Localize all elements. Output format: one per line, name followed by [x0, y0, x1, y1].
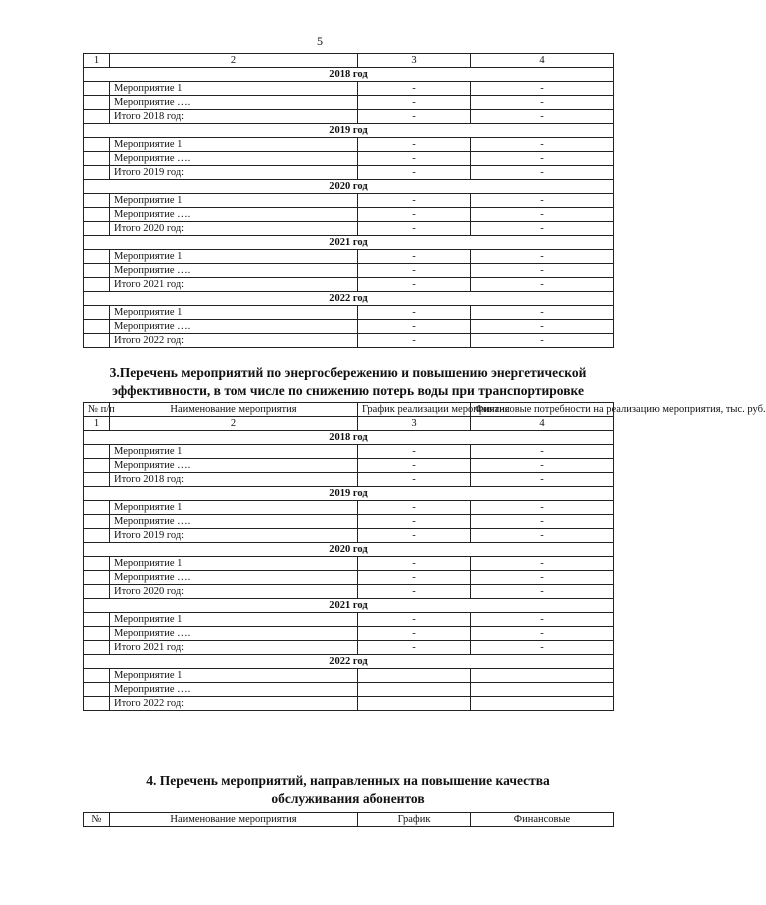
- year-label: 2022 год: [84, 655, 614, 669]
- section-3-heading-line-1: 3.Перечень мероприятий по энергосбережению и повышению энергетической: [109, 365, 587, 380]
- financing-cell: -: [471, 166, 614, 180]
- table-row: [84, 152, 614, 166]
- event-name: Мероприятие 1: [110, 501, 358, 515]
- financing-cell: -: [471, 459, 614, 473]
- header-number: №: [84, 813, 110, 827]
- section-3-heading: [83, 364, 613, 400]
- row-number-cell: [84, 82, 110, 96]
- table-row: [84, 613, 614, 627]
- financing-cell: -: [471, 82, 614, 96]
- financing-cell: -: [471, 138, 614, 152]
- row-number-cell: [84, 250, 110, 264]
- schedule-cell: -: [358, 459, 471, 473]
- event-name: Мероприятие ….: [110, 459, 358, 473]
- financing-cell: -: [471, 585, 614, 599]
- event-name: Мероприятие ….: [110, 515, 358, 529]
- year-label: 2018 год: [84, 68, 614, 82]
- schedule-cell: -: [358, 96, 471, 110]
- column-number: 2: [110, 417, 358, 431]
- table-row: [84, 138, 614, 152]
- financing-cell: -: [471, 250, 614, 264]
- event-name: Мероприятие 1: [110, 445, 358, 459]
- schedule-cell: -: [358, 306, 471, 320]
- event-name: Мероприятие ….: [110, 96, 358, 110]
- column-number: 2: [110, 54, 358, 68]
- total-label: Итого 2021 год:: [110, 278, 358, 292]
- table-row: [84, 306, 614, 320]
- row-number-cell: [84, 571, 110, 585]
- event-name: Мероприятие 1: [110, 669, 358, 683]
- column-number: 1: [84, 54, 110, 68]
- column-number: 3: [358, 54, 471, 68]
- financing-cell: -: [471, 557, 614, 571]
- total-row: [84, 110, 614, 124]
- energy-efficiency-table: [83, 402, 766, 711]
- total-label: Итого 2022 год:: [110, 334, 358, 348]
- schedule-cell: -: [358, 222, 471, 236]
- total-label: Итого 2018 год:: [110, 110, 358, 124]
- total-row: [84, 278, 614, 292]
- row-number-cell: [84, 473, 110, 487]
- row-number-cell: [84, 264, 110, 278]
- row-number-cell: [84, 138, 110, 152]
- year-label: 2020 год: [84, 180, 614, 194]
- row-number-cell: [84, 557, 110, 571]
- header-event-name: Наименование мероприятия: [110, 403, 358, 417]
- schedule-cell: -: [358, 110, 471, 124]
- schedule-cell: -: [358, 320, 471, 334]
- table-row: [84, 250, 614, 264]
- row-number-cell: [84, 529, 110, 543]
- schedule-cell: -: [358, 613, 471, 627]
- event-name: Мероприятие ….: [110, 683, 358, 697]
- year-label: 2018 год: [84, 431, 614, 445]
- year-row: [84, 292, 614, 306]
- year-row: [84, 599, 614, 613]
- header-event-name: Наименование мероприятия: [110, 813, 358, 827]
- schedule-cell: -: [358, 445, 471, 459]
- total-row: [84, 585, 614, 599]
- row-number-cell: [84, 208, 110, 222]
- row-number-cell: [84, 445, 110, 459]
- table-row: [84, 571, 614, 585]
- schedule-cell: -: [358, 515, 471, 529]
- financing-cell: -: [471, 194, 614, 208]
- table-row: [84, 445, 614, 459]
- year-label: 2019 год: [84, 487, 614, 501]
- financing-cell: -: [471, 501, 614, 515]
- financing-cell: -: [471, 222, 614, 236]
- total-label: Итого 2018 год:: [110, 473, 358, 487]
- total-label: Итого 2021 год:: [110, 641, 358, 655]
- schedule-cell: -: [358, 152, 471, 166]
- table-row: [84, 82, 614, 96]
- total-row: [84, 529, 614, 543]
- events-table-continued: [83, 53, 614, 348]
- section-4-heading-line-2: обслуживания абонентов: [271, 791, 425, 806]
- total-label: Итого 2020 год:: [110, 222, 358, 236]
- financing-cell: -: [471, 445, 614, 459]
- column-number-row: [84, 417, 614, 431]
- event-name: Мероприятие ….: [110, 627, 358, 641]
- year-row: [84, 180, 614, 194]
- column-number-row: [84, 54, 614, 68]
- event-name: Мероприятие 1: [110, 82, 358, 96]
- financing-cell: [471, 669, 614, 683]
- year-row: [84, 655, 614, 669]
- event-name: Мероприятие 1: [110, 250, 358, 264]
- financing-cell: -: [471, 264, 614, 278]
- schedule-cell: -: [358, 166, 471, 180]
- total-label: Итого 2019 год:: [110, 529, 358, 543]
- year-row: [84, 124, 614, 138]
- schedule-cell: -: [358, 571, 471, 585]
- table-header-row: [84, 813, 614, 827]
- row-number-cell: [84, 320, 110, 334]
- event-name: Мероприятие 1: [110, 138, 358, 152]
- schedule-cell: -: [358, 250, 471, 264]
- financing-cell: -: [471, 306, 614, 320]
- section-4-heading: [83, 772, 613, 808]
- schedule-cell: -: [358, 138, 471, 152]
- schedule-cell: -: [358, 473, 471, 487]
- column-number: 4: [471, 417, 614, 431]
- year-row: [84, 68, 614, 82]
- header-number: № п/п: [84, 403, 110, 417]
- section-3-heading-line-2: эффективности, в том числе по снижению потерь воды при транспортировке: [112, 383, 584, 398]
- column-number: 4: [471, 54, 614, 68]
- year-label: 2021 год: [84, 236, 614, 250]
- row-number-cell: [84, 110, 110, 124]
- event-name: Мероприятие ….: [110, 320, 358, 334]
- year-row: [84, 236, 614, 250]
- row-number-cell: [84, 306, 110, 320]
- financing-cell: -: [471, 529, 614, 543]
- year-label: 2021 год: [84, 599, 614, 613]
- financing-cell: -: [471, 152, 614, 166]
- row-number-cell: [84, 515, 110, 529]
- event-name: Мероприятие 1: [110, 194, 358, 208]
- table-row: [84, 627, 614, 641]
- year-row: [84, 487, 614, 501]
- table-row: [84, 194, 614, 208]
- table-row: [84, 264, 614, 278]
- financing-cell: -: [471, 473, 614, 487]
- row-number-cell: [84, 166, 110, 180]
- financing-cell: -: [471, 334, 614, 348]
- schedule-cell: -: [358, 501, 471, 515]
- year-label: 2022 год: [84, 292, 614, 306]
- row-number-cell: [84, 501, 110, 515]
- column-number: 1: [84, 417, 110, 431]
- total-label: Итого 2019 год:: [110, 166, 358, 180]
- schedule-cell: [358, 683, 471, 697]
- table-row: [84, 320, 614, 334]
- total-row: [84, 697, 614, 711]
- event-name: Мероприятие 1: [110, 557, 358, 571]
- row-number-cell: [84, 627, 110, 641]
- table-row: [84, 501, 614, 515]
- event-name: Мероприятие ….: [110, 208, 358, 222]
- schedule-cell: -: [358, 627, 471, 641]
- table-row: [84, 208, 614, 222]
- year-row: [84, 431, 614, 445]
- schedule-cell: -: [358, 529, 471, 543]
- total-row: [84, 334, 614, 348]
- event-name: Мероприятие ….: [110, 264, 358, 278]
- total-row: [84, 222, 614, 236]
- table-row: [84, 669, 614, 683]
- table-row: [84, 459, 614, 473]
- table-row: [84, 96, 614, 110]
- financing-cell: -: [471, 571, 614, 585]
- financing-cell: -: [471, 320, 614, 334]
- event-name: Мероприятие 1: [110, 306, 358, 320]
- column-number: 3: [358, 417, 471, 431]
- financing-cell: -: [471, 208, 614, 222]
- year-row: [84, 543, 614, 557]
- total-row: [84, 641, 614, 655]
- financing-cell: [471, 697, 614, 711]
- financing-cell: -: [471, 641, 614, 655]
- row-number-cell: [84, 669, 110, 683]
- section-4-heading-line-1: 4. Перечень мероприятий, направленных на повышение качества: [146, 773, 550, 788]
- year-label: 2019 год: [84, 124, 614, 138]
- total-label: Итого 2020 год:: [110, 585, 358, 599]
- schedule-cell: -: [358, 194, 471, 208]
- row-number-cell: [84, 641, 110, 655]
- schedule-cell: -: [358, 82, 471, 96]
- page-number: 5: [317, 34, 323, 48]
- table-row: [84, 515, 614, 529]
- event-name: Мероприятие 1: [110, 613, 358, 627]
- schedule-cell: [358, 697, 471, 711]
- total-row: [84, 473, 614, 487]
- table-row: [84, 557, 614, 571]
- row-number-cell: [84, 683, 110, 697]
- row-number-cell: [84, 222, 110, 236]
- schedule-cell: -: [358, 334, 471, 348]
- year-label: 2020 год: [84, 543, 614, 557]
- row-number-cell: [84, 697, 110, 711]
- row-number-cell: [84, 194, 110, 208]
- schedule-cell: -: [358, 278, 471, 292]
- financing-cell: -: [471, 613, 614, 627]
- header-financing: Финансовые: [471, 813, 614, 827]
- financing-cell: -: [471, 96, 614, 110]
- row-number-cell: [84, 152, 110, 166]
- total-label: Итого 2022 год:: [110, 697, 358, 711]
- financing-cell: -: [471, 627, 614, 641]
- total-row: [84, 166, 614, 180]
- row-number-cell: [84, 96, 110, 110]
- schedule-cell: -: [358, 641, 471, 655]
- schedule-cell: -: [358, 264, 471, 278]
- schedule-cell: [358, 669, 471, 683]
- table-row: [84, 683, 614, 697]
- row-number-cell: [84, 334, 110, 348]
- subscriber-service-table: [83, 812, 614, 827]
- row-number-cell: [84, 278, 110, 292]
- row-number-cell: [84, 613, 110, 627]
- schedule-cell: -: [358, 208, 471, 222]
- row-number-cell: [84, 585, 110, 599]
- financing-cell: -: [471, 515, 614, 529]
- header-schedule: График: [358, 813, 471, 827]
- row-number-cell: [84, 459, 110, 473]
- financing-cell: -: [471, 278, 614, 292]
- financing-cell: [471, 683, 614, 697]
- event-name: Мероприятие ….: [110, 571, 358, 585]
- header-schedule: График реализации мероприятия: [358, 403, 471, 417]
- schedule-cell: -: [358, 557, 471, 571]
- schedule-cell: -: [358, 585, 471, 599]
- financing-cell: -: [471, 110, 614, 124]
- table-header-row: [84, 403, 614, 417]
- event-name: Мероприятие ….: [110, 152, 358, 166]
- header-financing: Финансовые потребности на реализацию мероприятия, тыс. руб.: [471, 403, 614, 417]
